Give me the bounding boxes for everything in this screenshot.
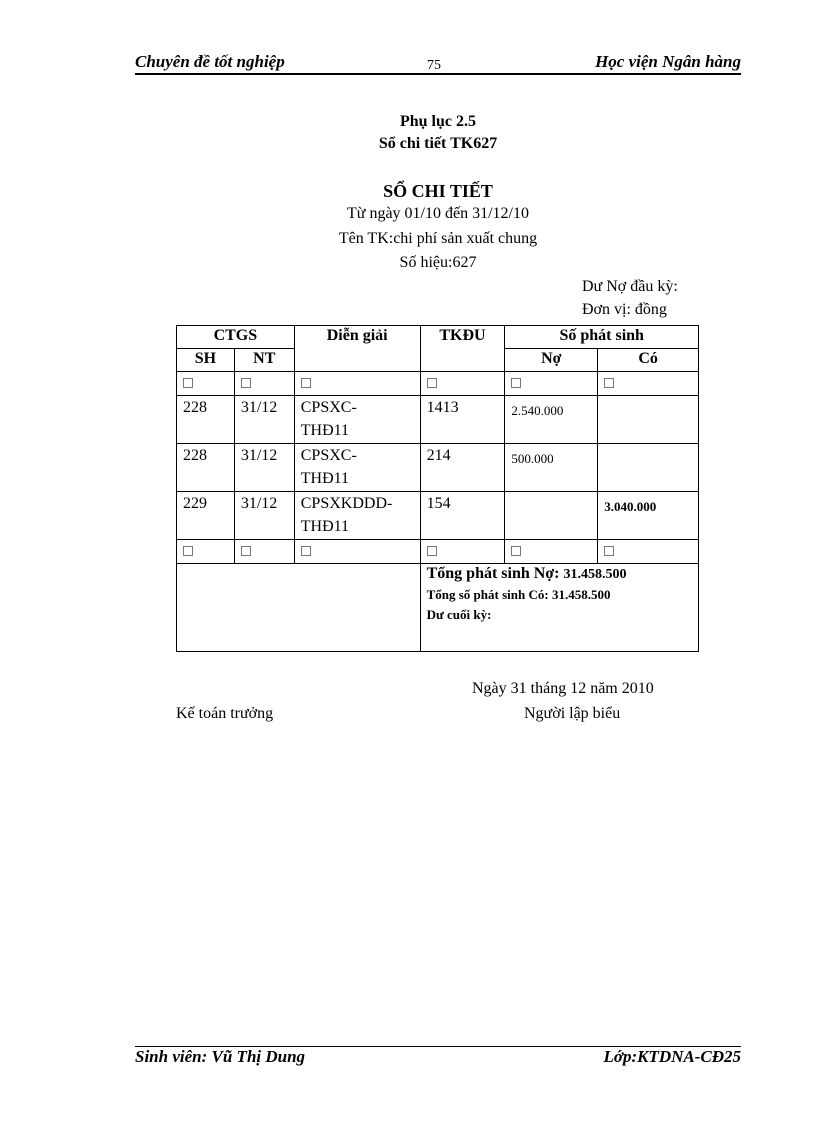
dien-giai-line2: THĐ11: [300, 422, 350, 439]
cell-no: 2.540.000: [505, 396, 598, 444]
header-rule: [135, 73, 741, 75]
cell-no: [505, 492, 598, 540]
preparer-label: Người lập biểu: [524, 705, 621, 722]
chief-accountant-label: Kế toán trưởng: [176, 705, 274, 722]
dien-giai-line2: THĐ11: [300, 470, 350, 487]
total-no-value: 31.458.500: [563, 567, 627, 582]
header-no: Nợ: [505, 349, 598, 372]
dien-giai-line1: CPSXC-: [300, 447, 357, 464]
header-ctgs: CTGS: [177, 326, 295, 349]
cell-dien-giai: [294, 396, 420, 444]
placeholder-box-icon: [604, 378, 614, 388]
cell-nt: 31/12: [234, 444, 294, 492]
placeholder-box-icon: [241, 378, 251, 388]
totals-row: [177, 564, 699, 652]
totals-cell: [420, 564, 698, 652]
dien-giai-line2: THĐ11: [300, 518, 350, 535]
placeholder-box-icon: [183, 546, 193, 556]
placeholder-box-icon: [511, 378, 521, 388]
appendix-title: Phụ lục 2.5: [399, 113, 476, 130]
total-co-line: Tổng số phát sinh Có: 31.458.500: [426, 587, 611, 602]
currency-unit: Đơn vị: đồng: [582, 301, 667, 318]
page-header: [135, 52, 741, 74]
ledger-title: SỔ CHI TIẾT: [383, 181, 493, 201]
ledger-table: [176, 325, 699, 652]
account-number: Số hiệu:627: [399, 254, 477, 271]
page-footer: [135, 1047, 741, 1069]
cell-sh: 229: [177, 492, 235, 540]
placeholder-box-icon: [241, 546, 251, 556]
cell-sh: 228: [177, 444, 235, 492]
account-name: Tên TK:chi phí sản xuất chung: [338, 230, 538, 247]
placeholder-box-icon: [511, 546, 521, 556]
signature-date: Ngày 31 tháng 12 năm 2010: [472, 680, 654, 697]
cell-co: 3.040.000: [598, 492, 699, 540]
cell-tkdu: 154: [420, 492, 505, 540]
cell-tkdu: 1413: [420, 396, 505, 444]
placeholder-box-icon: [604, 546, 614, 556]
empty-row: [177, 540, 699, 564]
cell-tkdu: 214: [420, 444, 505, 492]
header-sh: SH: [177, 349, 235, 372]
cell-dien-giai: [294, 444, 420, 492]
cell-sh: 228: [177, 396, 235, 444]
total-no-line: [427, 564, 698, 585]
header-nt: NT: [234, 349, 294, 372]
opening-balance: Dư Nợ đầu kỳ:: [582, 278, 678, 295]
dien-giai-line1: CPSXC-: [300, 399, 357, 416]
placeholder-box-icon: [427, 378, 437, 388]
header-thesis-title: Chuyên đề tốt nghiệp: [135, 52, 285, 71]
cell-nt: 31/12: [234, 492, 294, 540]
placeholder-box-icon: [183, 378, 193, 388]
placeholder-box-icon: [427, 546, 437, 556]
table-row: [177, 492, 699, 540]
placeholder-box-icon: [301, 378, 311, 388]
total-no-label: Tổng phát sinh Nợ:: [426, 565, 560, 582]
totals-empty-cell: [177, 564, 421, 652]
cell-dien-giai: [294, 492, 420, 540]
header-tkdu: TKĐU: [420, 326, 505, 372]
footer-student: Sinh viên: Vũ Thị Dung: [135, 1047, 306, 1066]
header-dien-giai: Diễn giải: [294, 326, 420, 372]
appendix-subtitle: Sổ chi tiết TK627: [378, 135, 498, 152]
closing-balance: Dư cuối kỳ:: [426, 607, 492, 622]
dien-giai-line1: CPSXKDDD-: [300, 495, 393, 512]
header-co: Có: [598, 349, 699, 372]
footer-class: Lớp:KTDNA-CĐ25: [603, 1047, 741, 1066]
page-number: 75: [427, 58, 441, 73]
table-row: [177, 444, 699, 492]
header-so-phat-sinh: Số phát sinh: [505, 326, 699, 349]
cell-no: 500.000: [505, 444, 598, 492]
ledger-period: Từ ngày 01/10 đến 31/12/10: [347, 205, 529, 222]
table-row: [177, 396, 699, 444]
placeholder-box-icon: [301, 546, 311, 556]
cell-nt: 31/12: [234, 396, 294, 444]
cell-co: [598, 444, 699, 492]
header-institution: Học viện Ngân hàng: [595, 52, 741, 71]
cell-co: [598, 396, 699, 444]
empty-row: [177, 372, 699, 396]
